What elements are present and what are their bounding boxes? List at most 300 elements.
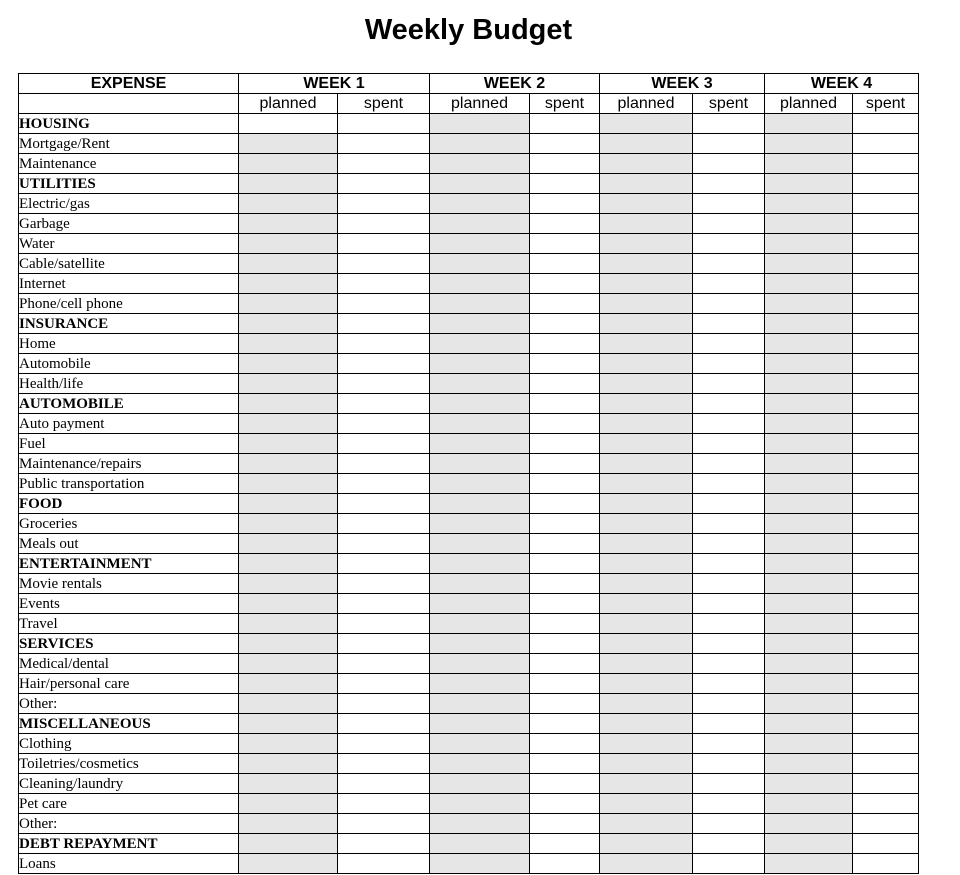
week-2-planned-cell[interactable] (430, 114, 530, 134)
week-3-planned-cell[interactable] (600, 614, 693, 634)
week-3-planned-cell[interactable] (600, 294, 693, 314)
week-4-spent-cell[interactable] (853, 194, 919, 214)
week-2-spent-cell[interactable] (530, 294, 600, 314)
week-1-planned-cell[interactable] (239, 854, 338, 874)
week-1-spent-cell[interactable] (338, 434, 430, 454)
week-3-planned-cell[interactable] (600, 854, 693, 874)
week-4-spent-cell[interactable] (853, 274, 919, 294)
week-1-planned-cell[interactable] (239, 774, 338, 794)
week-1-planned-cell[interactable] (239, 134, 338, 154)
week-3-planned-cell[interactable] (600, 414, 693, 434)
week-2-spent-cell[interactable] (530, 134, 600, 154)
week-1-spent-cell[interactable] (338, 454, 430, 474)
week-1-spent-cell[interactable] (338, 714, 430, 734)
week-2-spent-cell[interactable] (530, 514, 600, 534)
week-3-planned-cell[interactable] (600, 774, 693, 794)
week-4-planned-cell[interactable] (765, 394, 853, 414)
week-1-planned-cell[interactable] (239, 534, 338, 554)
week-4-planned-cell[interactable] (765, 534, 853, 554)
week-2-planned-cell[interactable] (430, 734, 530, 754)
week-4-spent-cell[interactable] (853, 674, 919, 694)
week-3-spent-cell[interactable] (693, 174, 765, 194)
week-1-planned-cell[interactable] (239, 474, 338, 494)
week-1-planned-cell[interactable] (239, 834, 338, 854)
week-4-planned-cell[interactable] (765, 254, 853, 274)
week-3-planned-cell[interactable] (600, 634, 693, 654)
week-3-spent-cell[interactable] (693, 674, 765, 694)
week-4-planned-cell[interactable] (765, 514, 853, 534)
week-1-spent-cell[interactable] (338, 854, 430, 874)
week-2-planned-cell[interactable] (430, 774, 530, 794)
week-2-spent-cell[interactable] (530, 234, 600, 254)
week-2-planned-cell[interactable] (430, 614, 530, 634)
week-4-planned-cell[interactable] (765, 434, 853, 454)
week-2-spent-cell[interactable] (530, 214, 600, 234)
week-1-planned-cell[interactable] (239, 234, 338, 254)
week-2-spent-cell[interactable] (530, 794, 600, 814)
week-2-spent-cell[interactable] (530, 174, 600, 194)
week-3-spent-cell[interactable] (693, 274, 765, 294)
week-2-planned-cell[interactable] (430, 754, 530, 774)
week-3-planned-cell[interactable] (600, 594, 693, 614)
week-3-spent-cell[interactable] (693, 514, 765, 534)
week-2-planned-cell[interactable] (430, 714, 530, 734)
week-4-planned-cell[interactable] (765, 374, 853, 394)
week-3-planned-cell[interactable] (600, 754, 693, 774)
week-1-spent-cell[interactable] (338, 334, 430, 354)
week-4-spent-cell[interactable] (853, 614, 919, 634)
week-4-planned-cell[interactable] (765, 294, 853, 314)
week-4-spent-cell[interactable] (853, 234, 919, 254)
week-1-spent-cell[interactable] (338, 414, 430, 434)
week-4-spent-cell[interactable] (853, 434, 919, 454)
week-3-planned-cell[interactable] (600, 174, 693, 194)
week-1-planned-cell[interactable] (239, 334, 338, 354)
week-1-planned-cell[interactable] (239, 514, 338, 534)
week-4-spent-cell[interactable] (853, 594, 919, 614)
week-4-spent-cell[interactable] (853, 414, 919, 434)
week-3-spent-cell[interactable] (693, 574, 765, 594)
week-2-spent-cell[interactable] (530, 114, 600, 134)
week-2-spent-cell[interactable] (530, 854, 600, 874)
week-4-spent-cell[interactable] (853, 374, 919, 394)
week-3-planned-cell[interactable] (600, 514, 693, 534)
week-2-planned-cell[interactable] (430, 494, 530, 514)
week-2-planned-cell[interactable] (430, 214, 530, 234)
week-1-planned-cell[interactable] (239, 494, 338, 514)
week-2-spent-cell[interactable] (530, 334, 600, 354)
week-1-planned-cell[interactable] (239, 434, 338, 454)
week-3-planned-cell[interactable] (600, 334, 693, 354)
week-3-spent-cell[interactable] (693, 754, 765, 774)
week-4-planned-cell[interactable] (765, 314, 853, 334)
week-4-spent-cell[interactable] (853, 854, 919, 874)
week-2-spent-cell[interactable] (530, 434, 600, 454)
week-2-planned-cell[interactable] (430, 534, 530, 554)
week-2-planned-cell[interactable] (430, 594, 530, 614)
week-4-planned-cell[interactable] (765, 694, 853, 714)
week-3-planned-cell[interactable] (600, 654, 693, 674)
week-1-spent-cell[interactable] (338, 554, 430, 574)
week-3-spent-cell[interactable] (693, 734, 765, 754)
week-2-spent-cell[interactable] (530, 654, 600, 674)
week-3-spent-cell[interactable] (693, 594, 765, 614)
week-3-planned-cell[interactable] (600, 354, 693, 374)
week-1-planned-cell[interactable] (239, 214, 338, 234)
week-1-planned-cell[interactable] (239, 694, 338, 714)
week-2-spent-cell[interactable] (530, 694, 600, 714)
week-4-planned-cell[interactable] (765, 414, 853, 434)
week-3-spent-cell[interactable] (693, 494, 765, 514)
week-3-planned-cell[interactable] (600, 494, 693, 514)
week-1-spent-cell[interactable] (338, 494, 430, 514)
week-2-spent-cell[interactable] (530, 754, 600, 774)
week-1-spent-cell[interactable] (338, 834, 430, 854)
week-2-planned-cell[interactable] (430, 394, 530, 414)
week-2-spent-cell[interactable] (530, 414, 600, 434)
week-1-planned-cell[interactable] (239, 254, 338, 274)
week-1-planned-cell[interactable] (239, 714, 338, 734)
week-1-planned-cell[interactable] (239, 654, 338, 674)
week-1-planned-cell[interactable] (239, 374, 338, 394)
week-2-spent-cell[interactable] (530, 354, 600, 374)
week-2-planned-cell[interactable] (430, 314, 530, 334)
week-2-spent-cell[interactable] (530, 734, 600, 754)
week-2-planned-cell[interactable] (430, 554, 530, 574)
week-2-planned-cell[interactable] (430, 294, 530, 314)
week-3-spent-cell[interactable] (693, 234, 765, 254)
week-2-spent-cell[interactable] (530, 494, 600, 514)
week-1-planned-cell[interactable] (239, 734, 338, 754)
week-3-spent-cell[interactable] (693, 474, 765, 494)
week-4-spent-cell[interactable] (853, 154, 919, 174)
week-2-spent-cell[interactable] (530, 554, 600, 574)
week-1-planned-cell[interactable] (239, 174, 338, 194)
week-3-planned-cell[interactable] (600, 434, 693, 454)
week-3-spent-cell[interactable] (693, 314, 765, 334)
week-3-spent-cell[interactable] (693, 154, 765, 174)
week-4-spent-cell[interactable] (853, 334, 919, 354)
week-2-planned-cell[interactable] (430, 514, 530, 534)
week-2-spent-cell[interactable] (530, 394, 600, 414)
week-3-planned-cell[interactable] (600, 734, 693, 754)
week-4-spent-cell[interactable] (853, 514, 919, 534)
week-4-planned-cell[interactable] (765, 134, 853, 154)
week-2-planned-cell[interactable] (430, 474, 530, 494)
week-1-planned-cell[interactable] (239, 114, 338, 134)
week-1-spent-cell[interactable] (338, 114, 430, 134)
week-1-planned-cell[interactable] (239, 274, 338, 294)
week-3-spent-cell[interactable] (693, 194, 765, 214)
week-3-planned-cell[interactable] (600, 834, 693, 854)
week-2-planned-cell[interactable] (430, 254, 530, 274)
week-3-planned-cell[interactable] (600, 794, 693, 814)
week-4-spent-cell[interactable] (853, 754, 919, 774)
week-4-planned-cell[interactable] (765, 234, 853, 254)
week-4-spent-cell[interactable] (853, 694, 919, 714)
week-4-spent-cell[interactable] (853, 794, 919, 814)
week-4-planned-cell[interactable] (765, 614, 853, 634)
week-1-planned-cell[interactable] (239, 634, 338, 654)
week-3-planned-cell[interactable] (600, 474, 693, 494)
week-3-spent-cell[interactable] (693, 214, 765, 234)
week-2-spent-cell[interactable] (530, 534, 600, 554)
week-1-spent-cell[interactable] (338, 134, 430, 154)
week-1-spent-cell[interactable] (338, 694, 430, 714)
week-4-planned-cell[interactable] (765, 494, 853, 514)
week-4-spent-cell[interactable] (853, 634, 919, 654)
week-2-spent-cell[interactable] (530, 374, 600, 394)
week-2-planned-cell[interactable] (430, 454, 530, 474)
week-1-planned-cell[interactable] (239, 794, 338, 814)
week-4-spent-cell[interactable] (853, 774, 919, 794)
week-4-planned-cell[interactable] (765, 454, 853, 474)
week-3-spent-cell[interactable] (693, 614, 765, 634)
week-3-planned-cell[interactable] (600, 554, 693, 574)
week-1-spent-cell[interactable] (338, 354, 430, 374)
week-2-spent-cell[interactable] (530, 634, 600, 654)
week-3-planned-cell[interactable] (600, 234, 693, 254)
week-4-planned-cell[interactable] (765, 554, 853, 574)
week-4-planned-cell[interactable] (765, 854, 853, 874)
week-4-planned-cell[interactable] (765, 154, 853, 174)
week-3-planned-cell[interactable] (600, 154, 693, 174)
week-1-planned-cell[interactable] (239, 554, 338, 574)
week-4-planned-cell[interactable] (765, 594, 853, 614)
week-4-planned-cell[interactable] (765, 114, 853, 134)
week-3-planned-cell[interactable] (600, 374, 693, 394)
week-2-spent-cell[interactable] (530, 714, 600, 734)
week-4-planned-cell[interactable] (765, 734, 853, 754)
week-2-planned-cell[interactable] (430, 274, 530, 294)
week-1-spent-cell[interactable] (338, 194, 430, 214)
week-1-spent-cell[interactable] (338, 254, 430, 274)
week-1-planned-cell[interactable] (239, 754, 338, 774)
week-3-spent-cell[interactable] (693, 634, 765, 654)
week-3-planned-cell[interactable] (600, 254, 693, 274)
week-3-spent-cell[interactable] (693, 774, 765, 794)
week-3-spent-cell[interactable] (693, 554, 765, 574)
week-1-spent-cell[interactable] (338, 634, 430, 654)
week-3-spent-cell[interactable] (693, 414, 765, 434)
week-1-spent-cell[interactable] (338, 274, 430, 294)
week-2-spent-cell[interactable] (530, 254, 600, 274)
week-1-spent-cell[interactable] (338, 514, 430, 534)
week-3-planned-cell[interactable] (600, 454, 693, 474)
week-1-spent-cell[interactable] (338, 594, 430, 614)
week-1-planned-cell[interactable] (239, 354, 338, 374)
week-3-planned-cell[interactable] (600, 274, 693, 294)
week-1-spent-cell[interactable] (338, 154, 430, 174)
week-4-planned-cell[interactable] (765, 174, 853, 194)
week-3-planned-cell[interactable] (600, 714, 693, 734)
week-1-planned-cell[interactable] (239, 614, 338, 634)
week-4-spent-cell[interactable] (853, 254, 919, 274)
week-4-planned-cell[interactable] (765, 334, 853, 354)
week-4-spent-cell[interactable] (853, 394, 919, 414)
week-1-spent-cell[interactable] (338, 314, 430, 334)
week-3-planned-cell[interactable] (600, 574, 693, 594)
week-2-planned-cell[interactable] (430, 234, 530, 254)
week-2-planned-cell[interactable] (430, 174, 530, 194)
week-4-planned-cell[interactable] (765, 634, 853, 654)
week-4-spent-cell[interactable] (853, 814, 919, 834)
week-1-spent-cell[interactable] (338, 574, 430, 594)
week-4-planned-cell[interactable] (765, 814, 853, 834)
week-4-planned-cell[interactable] (765, 714, 853, 734)
week-4-spent-cell[interactable] (853, 114, 919, 134)
week-2-planned-cell[interactable] (430, 154, 530, 174)
week-3-planned-cell[interactable] (600, 134, 693, 154)
week-3-planned-cell[interactable] (600, 394, 693, 414)
week-1-spent-cell[interactable] (338, 294, 430, 314)
week-3-planned-cell[interactable] (600, 194, 693, 214)
week-1-planned-cell[interactable] (239, 194, 338, 214)
week-4-spent-cell[interactable] (853, 454, 919, 474)
week-1-planned-cell[interactable] (239, 594, 338, 614)
week-4-spent-cell[interactable] (853, 494, 919, 514)
week-3-planned-cell[interactable] (600, 314, 693, 334)
week-2-spent-cell[interactable] (530, 154, 600, 174)
week-2-planned-cell[interactable] (430, 134, 530, 154)
week-3-spent-cell[interactable] (693, 534, 765, 554)
week-4-planned-cell[interactable] (765, 754, 853, 774)
week-2-planned-cell[interactable] (430, 354, 530, 374)
week-3-spent-cell[interactable] (693, 694, 765, 714)
week-2-planned-cell[interactable] (430, 654, 530, 674)
week-4-planned-cell[interactable] (765, 574, 853, 594)
week-1-spent-cell[interactable] (338, 754, 430, 774)
week-3-spent-cell[interactable] (693, 714, 765, 734)
week-2-planned-cell[interactable] (430, 374, 530, 394)
week-3-spent-cell[interactable] (693, 654, 765, 674)
week-3-spent-cell[interactable] (693, 834, 765, 854)
week-3-spent-cell[interactable] (693, 114, 765, 134)
week-3-planned-cell[interactable] (600, 114, 693, 134)
week-4-spent-cell[interactable] (853, 734, 919, 754)
week-1-spent-cell[interactable] (338, 674, 430, 694)
week-3-planned-cell[interactable] (600, 814, 693, 834)
week-2-spent-cell[interactable] (530, 274, 600, 294)
week-4-planned-cell[interactable] (765, 214, 853, 234)
week-2-planned-cell[interactable] (430, 694, 530, 714)
week-2-planned-cell[interactable] (430, 674, 530, 694)
week-3-spent-cell[interactable] (693, 334, 765, 354)
week-3-spent-cell[interactable] (693, 394, 765, 414)
week-4-spent-cell[interactable] (853, 174, 919, 194)
week-4-spent-cell[interactable] (853, 294, 919, 314)
week-3-spent-cell[interactable] (693, 134, 765, 154)
week-1-spent-cell[interactable] (338, 614, 430, 634)
week-1-spent-cell[interactable] (338, 734, 430, 754)
week-2-planned-cell[interactable] (430, 854, 530, 874)
week-2-spent-cell[interactable] (530, 574, 600, 594)
week-2-spent-cell[interactable] (530, 814, 600, 834)
week-3-spent-cell[interactable] (693, 434, 765, 454)
week-2-planned-cell[interactable] (430, 634, 530, 654)
week-1-planned-cell[interactable] (239, 674, 338, 694)
week-3-spent-cell[interactable] (693, 854, 765, 874)
week-2-spent-cell[interactable] (530, 774, 600, 794)
week-1-spent-cell[interactable] (338, 474, 430, 494)
week-3-spent-cell[interactable] (693, 374, 765, 394)
week-1-planned-cell[interactable] (239, 454, 338, 474)
week-4-planned-cell[interactable] (765, 794, 853, 814)
week-1-spent-cell[interactable] (338, 394, 430, 414)
week-2-spent-cell[interactable] (530, 194, 600, 214)
week-1-spent-cell[interactable] (338, 794, 430, 814)
week-2-planned-cell[interactable] (430, 794, 530, 814)
week-1-spent-cell[interactable] (338, 814, 430, 834)
week-2-planned-cell[interactable] (430, 834, 530, 854)
week-4-planned-cell[interactable] (765, 834, 853, 854)
week-2-spent-cell[interactable] (530, 614, 600, 634)
week-4-spent-cell[interactable] (853, 714, 919, 734)
week-1-spent-cell[interactable] (338, 214, 430, 234)
week-3-spent-cell[interactable] (693, 254, 765, 274)
week-2-spent-cell[interactable] (530, 454, 600, 474)
week-4-spent-cell[interactable] (853, 654, 919, 674)
week-4-planned-cell[interactable] (765, 774, 853, 794)
week-1-spent-cell[interactable] (338, 374, 430, 394)
week-1-planned-cell[interactable] (239, 154, 338, 174)
week-4-spent-cell[interactable] (853, 474, 919, 494)
week-4-spent-cell[interactable] (853, 534, 919, 554)
week-2-spent-cell[interactable] (530, 594, 600, 614)
week-2-spent-cell[interactable] (530, 834, 600, 854)
week-4-spent-cell[interactable] (853, 834, 919, 854)
week-4-spent-cell[interactable] (853, 134, 919, 154)
week-1-planned-cell[interactable] (239, 414, 338, 434)
week-2-planned-cell[interactable] (430, 814, 530, 834)
week-4-planned-cell[interactable] (765, 654, 853, 674)
week-4-planned-cell[interactable] (765, 354, 853, 374)
week-4-planned-cell[interactable] (765, 274, 853, 294)
week-4-planned-cell[interactable] (765, 474, 853, 494)
week-1-planned-cell[interactable] (239, 294, 338, 314)
week-1-spent-cell[interactable] (338, 654, 430, 674)
week-1-spent-cell[interactable] (338, 534, 430, 554)
week-4-planned-cell[interactable] (765, 674, 853, 694)
week-3-spent-cell[interactable] (693, 354, 765, 374)
week-3-spent-cell[interactable] (693, 454, 765, 474)
week-3-spent-cell[interactable] (693, 794, 765, 814)
week-4-spent-cell[interactable] (853, 314, 919, 334)
week-1-planned-cell[interactable] (239, 574, 338, 594)
week-2-spent-cell[interactable] (530, 314, 600, 334)
week-1-spent-cell[interactable] (338, 234, 430, 254)
week-4-spent-cell[interactable] (853, 354, 919, 374)
week-3-planned-cell[interactable] (600, 214, 693, 234)
week-4-spent-cell[interactable] (853, 554, 919, 574)
week-3-spent-cell[interactable] (693, 814, 765, 834)
week-2-planned-cell[interactable] (430, 194, 530, 214)
week-4-spent-cell[interactable] (853, 214, 919, 234)
week-2-planned-cell[interactable] (430, 574, 530, 594)
week-4-spent-cell[interactable] (853, 574, 919, 594)
week-1-spent-cell[interactable] (338, 174, 430, 194)
week-2-planned-cell[interactable] (430, 414, 530, 434)
week-1-spent-cell[interactable] (338, 774, 430, 794)
week-1-planned-cell[interactable] (239, 394, 338, 414)
week-2-planned-cell[interactable] (430, 334, 530, 354)
week-1-planned-cell[interactable] (239, 314, 338, 334)
week-4-planned-cell[interactable] (765, 194, 853, 214)
week-1-planned-cell[interactable] (239, 814, 338, 834)
week-3-planned-cell[interactable] (600, 534, 693, 554)
week-2-spent-cell[interactable] (530, 674, 600, 694)
week-2-spent-cell[interactable] (530, 474, 600, 494)
